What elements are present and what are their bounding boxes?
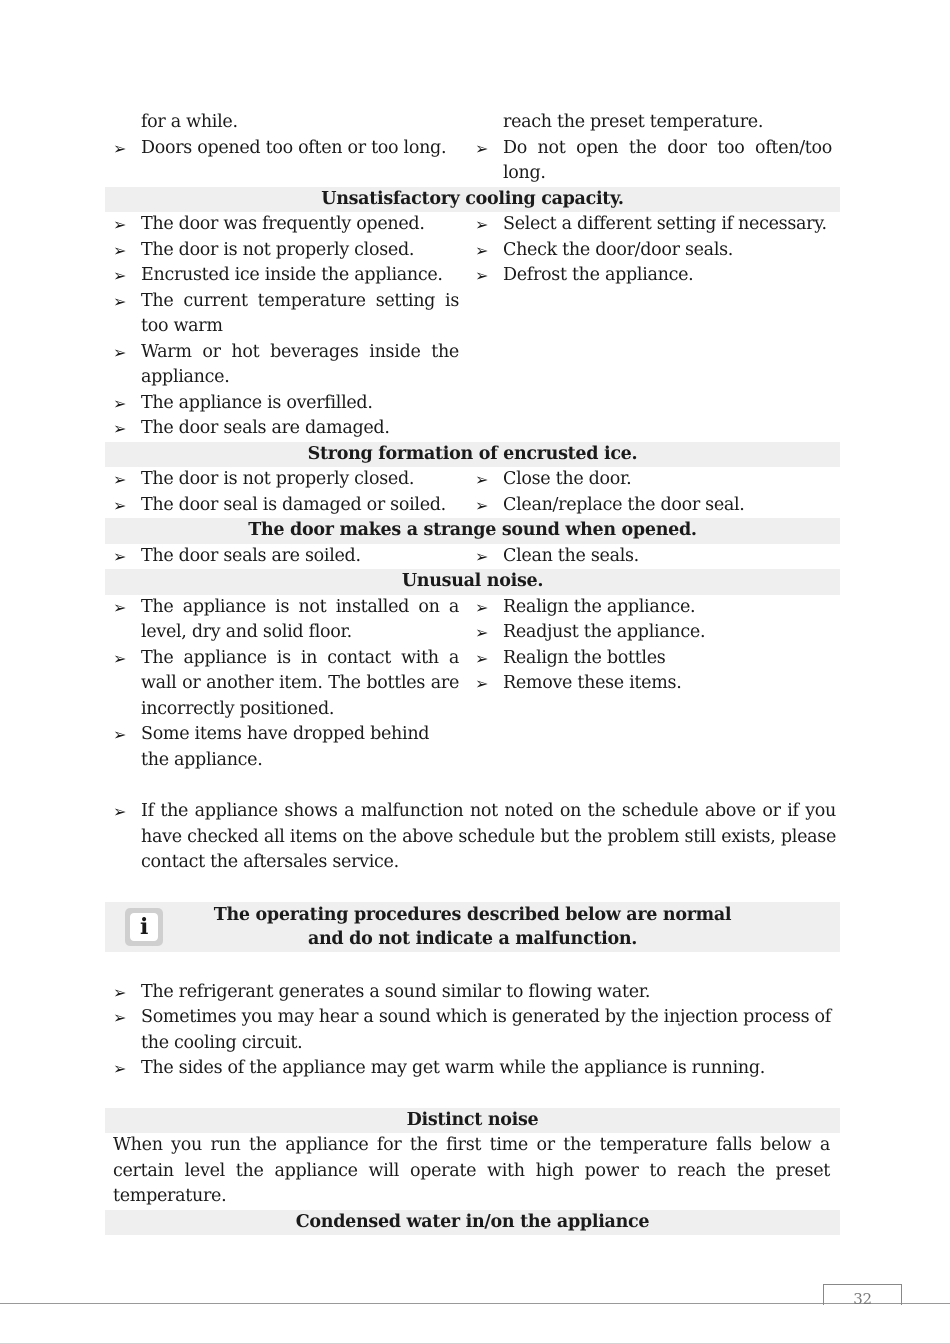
arrow-bullet-icon: ➢ <box>475 215 489 234</box>
causes-column <box>105 544 467 570</box>
remedy-item: ➢ Realign the appliance. <box>467 595 832 621</box>
remedies-column <box>467 544 832 570</box>
spacer <box>105 773 840 799</box>
cause-item: ➢ The current temperature setting is too warm <box>113 290 459 336</box>
arrow-bullet-icon: ➢ <box>475 597 489 617</box>
arrow-bullet-icon: ➢ <box>475 546 489 566</box>
section-heading-condensed-water: Condensed water in/on the appliance <box>105 1210 840 1236</box>
arrow-bullet-icon: ➢ <box>113 648 127 668</box>
arrow-bullet-icon: ➢ <box>113 495 127 515</box>
footer-rule <box>0 1303 950 1304</box>
remedy-item: ➢ Clean the seals. <box>467 544 832 570</box>
normal-item: ➢ The sides of the appliance may get warm while the appliance is running. <box>105 1056 840 1082</box>
section-heading-door-sound: The door makes a strange sound when opened. <box>105 518 840 544</box>
carryover-rows <box>105 110 840 187</box>
normal-item: ➢ The refrigerant generates a sound similar to flowing water. <box>105 980 840 1006</box>
bullet-item: ➢ Do not open the door too often/too long. <box>475 137 832 183</box>
info-line-1: The operating procedures described below are normal <box>213 904 732 925</box>
arrow-bullet-icon: ➢ <box>113 138 127 158</box>
arrow-bullet-icon: ➢ <box>475 138 489 158</box>
normal-item: ➢ Sometimes you may hear a sound which is generated by the injection process of the cooling circuit. <box>113 1007 831 1053</box>
arrow-bullet-icon: ➢ <box>475 470 489 489</box>
arrow-bullet-icon: ➢ <box>113 470 127 489</box>
normal-operation-list <box>105 980 840 1082</box>
arrow-bullet-icon: ➢ <box>475 266 489 285</box>
malfunction-note <box>105 799 840 876</box>
causes-column <box>105 212 467 442</box>
spacer <box>105 876 840 902</box>
info-line-2: and do not indicate a malfunction. <box>307 928 638 949</box>
cause-item: ➢ The door seals are soiled. <box>105 544 459 570</box>
arrow-bullet-icon: ➢ <box>113 982 127 1002</box>
arrow-bullet-icon: ➢ <box>113 802 127 821</box>
arrow-bullet-icon: ➢ <box>475 240 489 260</box>
arrow-bullet-icon: ➢ <box>475 623 489 642</box>
cause-item: ➢ The door seals are damaged. <box>105 416 459 442</box>
section-noise-body <box>105 595 840 774</box>
remedy-item: ➢ Close the door. <box>467 467 832 493</box>
arrow-bullet-icon: ➢ <box>475 648 489 668</box>
carryover-left-line: for a while. <box>141 112 238 132</box>
info-icon: i <box>125 908 163 946</box>
info-text <box>214 903 731 951</box>
cause-item: ➢ The appliance is overfilled. <box>105 391 459 417</box>
spacer <box>105 952 840 980</box>
arrow-bullet-icon: ➢ <box>113 597 127 617</box>
remedies-column <box>467 212 832 442</box>
remedy-item: ➢ Remove these items. <box>467 671 832 697</box>
arrow-bullet-icon: ➢ <box>113 1059 127 1078</box>
info-box <box>105 902 840 952</box>
cause-item: ➢ The appliance is in contact with a wall or another item. The bottles are incorrectly positioned. <box>113 647 459 719</box>
arrow-bullet-icon: ➢ <box>113 725 127 744</box>
cause-item: ➢ Warm or hot beverages inside the appliance. <box>113 341 459 387</box>
remedy-item: ➢ Realign the bottles <box>467 646 832 672</box>
cause-item: ➢ The door is not properly closed. <box>105 467 459 493</box>
remedy-item: ➢ Clean/replace the door seal. <box>467 493 832 519</box>
cause-item: ➢ The door seal is damaged or soiled. <box>105 493 459 519</box>
cause-item: ➢ Some items have dropped behind the appliance. <box>113 724 430 770</box>
arrow-bullet-icon: ➢ <box>113 546 127 566</box>
troubleshooting-page <box>105 110 840 1235</box>
section-heading-encrusted-ice: Strong formation of encrusted ice. <box>105 442 840 468</box>
remedies-column <box>467 595 832 774</box>
arrow-bullet-icon: ➢ <box>113 240 127 260</box>
section-heading-distinct-noise: Distinct noise <box>105 1108 840 1134</box>
remedy-item: ➢ Defrost the appliance. <box>467 263 832 289</box>
bullet-item: ➢ Doors opened too often or too long. <box>105 136 459 162</box>
note-item: ➢ If the appliance shows a malfunction not noted on the schedule above or if you have checked all items on the above schedule but the problem still exists, please contact the aftersales service. <box>113 801 836 872</box>
remedy-item: ➢ Select a different setting if necessary. <box>467 212 832 238</box>
arrow-bullet-icon: ➢ <box>113 215 127 234</box>
distinct-noise-text: When you run the appliance for the first time or the temperature falls below a certain level the appliance will operate with high power to reach the preset temperature. <box>113 1135 830 1206</box>
remedies-column <box>467 467 832 518</box>
carryover-right-line: reach the preset temperature. <box>503 112 764 132</box>
section-heading-unusual-noise: Unusual noise. <box>105 569 840 595</box>
arrow-bullet-icon: ➢ <box>475 495 489 515</box>
section-heading-cooling: Unsatisfactory cooling capacity. <box>105 187 840 213</box>
section-cooling-body <box>105 212 840 442</box>
arrow-bullet-icon: ➢ <box>113 266 127 285</box>
section-ice-body <box>105 467 840 518</box>
arrow-bullet-icon: ➢ <box>475 674 489 693</box>
spacer <box>105 1082 840 1108</box>
section-door-sound-body <box>105 544 840 570</box>
carryover-left <box>105 110 467 187</box>
cause-item: ➢ Encrusted ice inside the appliance. <box>105 263 459 289</box>
arrow-bullet-icon: ➢ <box>113 342 127 362</box>
cause-item: ➢ The door was frequently opened. <box>105 212 459 238</box>
arrow-bullet-icon: ➢ <box>113 1008 127 1027</box>
causes-column <box>105 467 467 518</box>
remedy-item: ➢ Check the door/door seals. <box>467 238 832 264</box>
arrow-bullet-icon: ➢ <box>113 291 127 311</box>
cause-item: ➢ The appliance is not installed on a level, dry and solid floor. <box>113 596 459 642</box>
arrow-bullet-icon: ➢ <box>113 393 127 413</box>
arrow-bullet-icon: ➢ <box>113 419 127 438</box>
remedy-item: ➢ Readjust the appliance. <box>467 620 832 646</box>
page-number: 32 <box>823 1284 902 1305</box>
causes-column <box>105 595 467 774</box>
carryover-right <box>467 110 832 187</box>
cause-item: ➢ The door is not properly closed. <box>105 238 459 264</box>
